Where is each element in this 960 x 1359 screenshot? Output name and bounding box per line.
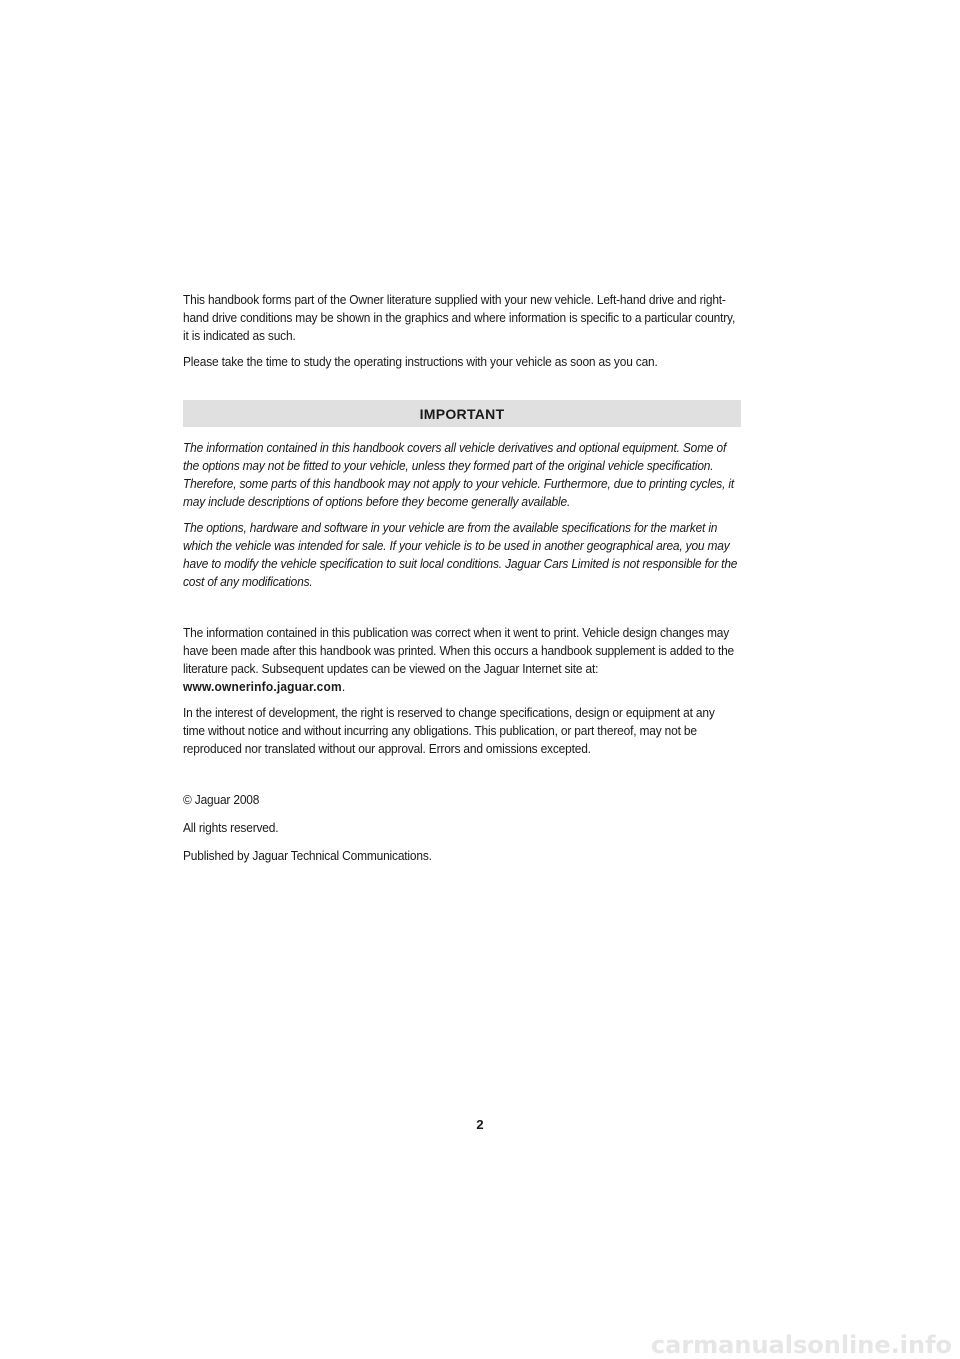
copyright-section — [183, 791, 741, 865]
intro-paragraph-1: This handbook forms part of the Owner literature supplied with your new vehicle. Left-hand drive and right-hand drive conditions may be shown in the graphics and where information is specific to a particular country, it is indicated as such. — [183, 292, 736, 343]
info-paragraph-2: In the interest of development, the right is reserved to change specifications, design or equipment at any time without notice and without incurring any obligations. This publication, or part thereof, may not be reproduced nor translated without our approval. Errors and omissions excepted. — [183, 705, 715, 756]
owner-info-link[interactable]: www.ownerinfo.jaguar.com — [183, 679, 342, 694]
important-heading: IMPORTANT — [419, 405, 505, 422]
info-paragraph-1-text: The information contained in this publication was correct when it went to print. Vehicle design changes may have been made after this handbook was printed. When this occurs a handbook supplement is added to the literature pack. Subsequent updates can be viewed on the Jaguar Internet site at: — [183, 625, 735, 676]
intro-paragraph-2: Please take the time to study the operating instructions with your vehicle as soon as you can. — [183, 354, 658, 369]
page-content — [183, 291, 741, 875]
important-section — [183, 439, 741, 591]
important-paragraph-2: The options, hardware and software in your vehicle are from the available specifications for the market in which the vehicle was intended for sale. If your vehicle is to be used in another geographical area, you may have to modify the vehicle specification to suit local conditions. Jaguar Cars Limited is not responsible for the cost of any modifications. — [183, 520, 738, 589]
rights-line: All rights reserved. — [183, 820, 279, 835]
important-paragraph-1: The information contained in this handbook covers all vehicle derivatives and optional equipment. Some of the options may not be fitted to your vehicle, unless they formed part of the original vehicle specification. Therefore, some parts of this handbook may not apply to your vehicle. Furthermore, due to printing cycles, it may include descriptions of options before they become generally available. — [183, 440, 734, 509]
important-heading-banner — [183, 400, 741, 427]
copyright-line: © Jaguar 2008 — [183, 792, 260, 807]
watermark: carmanualsonline.info — [650, 1331, 952, 1359]
info-paragraph-1 — [183, 624, 740, 696]
intro-section — [183, 291, 741, 371]
info-section — [183, 624, 741, 758]
page-number: 2 — [476, 1117, 484, 1132]
info-paragraph-1-end: . — [341, 679, 345, 694]
publisher-line: Published by Jaguar Technical Communications. — [183, 848, 432, 863]
